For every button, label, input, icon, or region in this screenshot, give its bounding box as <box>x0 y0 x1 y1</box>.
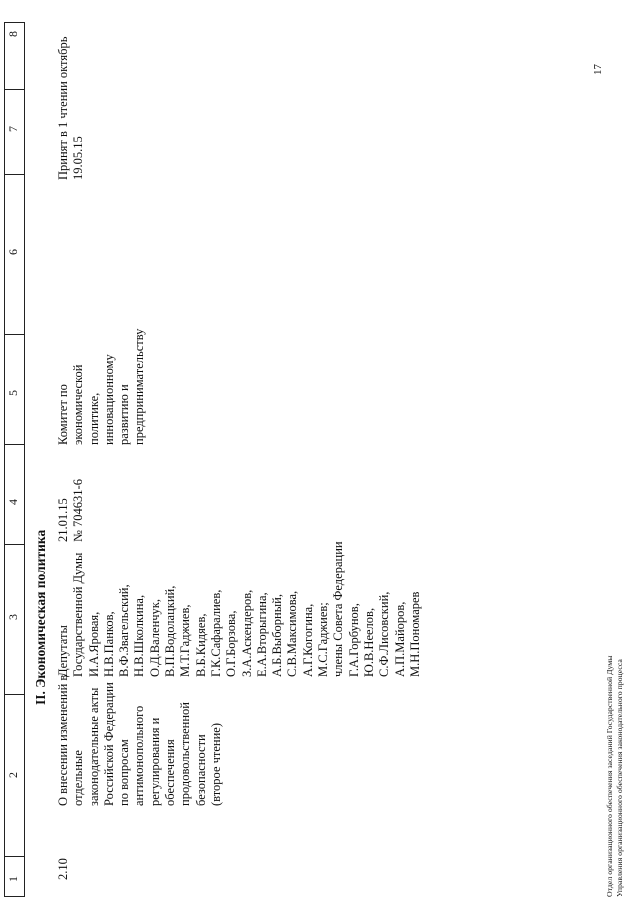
author-line: В.П.Водолацкий, <box>163 585 178 677</box>
bill-title-line: регулирования и <box>147 717 162 806</box>
introduction-date <box>56 479 87 542</box>
bill-title <box>56 675 224 806</box>
column-number-2: 2 <box>6 772 20 778</box>
author-line: Н.В.Школкина, <box>132 594 147 677</box>
author-line: С.Ф.Лисовский, <box>377 591 392 677</box>
author-line: члены Совета Федерации <box>331 541 346 677</box>
committee-line: политике, <box>86 392 101 445</box>
committee-line: Комитет по <box>56 384 70 445</box>
column-number-4: 4 <box>6 499 20 505</box>
column-number-8: 8 <box>6 31 20 37</box>
footer-line: Отдел организационного обеспечения заседаний Государственной Думы <box>605 655 614 897</box>
page-number: 17 <box>592 64 604 75</box>
column-divider <box>4 694 24 695</box>
author-line: З.А.Аскендеров, <box>239 589 254 677</box>
column-number-7: 7 <box>6 126 20 132</box>
author-line: М.Т.Гаджиев, <box>178 604 193 677</box>
section-title: II. Экономическая политика <box>33 529 48 705</box>
bill-title-line: Российской Федерации <box>101 682 116 806</box>
status-date: 19.05.15 <box>71 136 86 180</box>
committee-line: развитию и <box>117 384 132 445</box>
author-line: М.С.Гаджиев; <box>316 602 331 677</box>
author-line: Государственной Думы <box>71 552 86 677</box>
bill-title-line: (второе чтение) <box>208 722 223 806</box>
author-line: М.Н.Пономарев <box>407 591 422 677</box>
table-top-border <box>4 23 5 897</box>
bill-title-line: продовольственной <box>178 702 193 806</box>
table-header-border <box>24 23 25 897</box>
bill-title-line: отдельные <box>71 750 86 806</box>
author-line: О.Г.Борзова, <box>224 610 239 677</box>
bill-number: № 704631-6 <box>71 479 86 542</box>
column-number-6: 6 <box>6 249 20 255</box>
author-line: Депутаты <box>56 625 70 677</box>
date-line: 21.01.15 <box>56 498 70 542</box>
author-line: Е.А.Вторыгина, <box>254 592 269 677</box>
column-divider <box>4 856 24 857</box>
bill-title-line: по вопросам <box>117 739 132 806</box>
column-number-5: 5 <box>6 390 20 396</box>
table-right-border <box>4 22 25 23</box>
author-line: А.П.Майоров, <box>392 601 407 677</box>
bill-authors <box>56 541 423 677</box>
committee-line: экономической <box>71 364 86 445</box>
author-line: Г.А.Горбунов, <box>346 603 361 677</box>
reading-status <box>56 37 87 180</box>
bill-title-line: антимонопольного <box>132 705 147 806</box>
committee-line: предпринимательству <box>132 328 147 445</box>
author-line: А.Г.Когогина, <box>300 603 315 677</box>
column-divider <box>4 334 24 335</box>
column-number-1: 1 <box>6 876 20 882</box>
row-number: 2.10 <box>56 858 70 880</box>
bill-title-line: безопасности <box>193 734 208 806</box>
column-divider <box>4 89 24 90</box>
author-line: В.Ф.Звагельский, <box>117 584 132 677</box>
author-line: И.А.Яровая, <box>86 611 101 677</box>
column-divider <box>4 444 24 445</box>
author-line: А.Б.Выборный, <box>270 594 285 677</box>
column-divider <box>4 174 24 175</box>
author-line: С.В.Максимова, <box>285 590 300 677</box>
page-footer <box>605 656 624 897</box>
status-line: Принят в 1 чтении октябрь <box>56 36 70 180</box>
table-left-border <box>4 896 25 897</box>
author-line: О.Д.Валенчук, <box>147 598 162 677</box>
author-line: Г.К.Сафаралиев, <box>208 589 223 677</box>
footer-line: Управления организационного обеспечения законодательного процесса <box>614 659 624 897</box>
author-line: В.Б.Кидяев, <box>193 613 208 677</box>
bill-title-line: обеспечения <box>163 739 178 806</box>
committee-line: инновационному <box>101 354 116 445</box>
author-line: Н.В.Панков, <box>101 611 116 677</box>
responsible-committee <box>56 329 148 445</box>
column-number-3: 3 <box>6 614 20 620</box>
bill-title-line: О внесении изменений в <box>56 674 70 806</box>
column-divider <box>4 544 24 545</box>
author-line: Ю.В.Неелов, <box>361 607 376 677</box>
bill-title-line: законодательные акты <box>86 687 101 806</box>
